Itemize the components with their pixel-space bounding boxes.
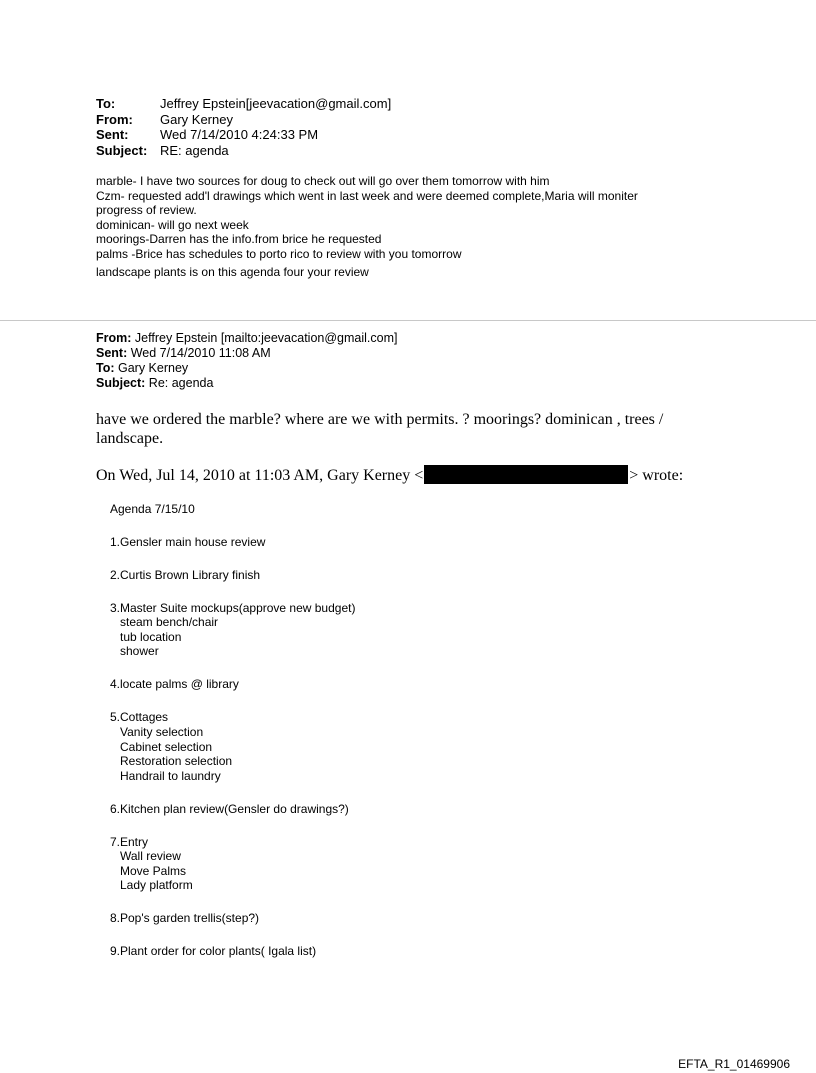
orig-subject-label: Subject: [96,376,146,390]
redaction-bar [424,465,628,484]
agenda-subitem: Wall review [120,849,181,864]
agenda-item [110,710,355,783]
agenda-item-head: 1.Gensler main house review [110,534,266,549]
orig-from-value: Jeffrey Epstein [mailto:jeevacation@gmail.com] [134,331,398,345]
orig-from-label: From: [96,331,132,345]
agenda [110,502,355,977]
quote-intro-after: > wrote: [629,467,684,484]
subject-value: RE: agenda [160,142,229,158]
reply-body [96,174,696,279]
agenda-item-head: 2.Curtis Brown Library finish [110,567,261,582]
to-label: To: [96,96,116,111]
agenda-item [110,601,355,659]
agenda-item-head: 4.locate palms @ library [110,677,239,692]
agenda-subitem: Cabinet selection [120,739,213,754]
agenda-item-head: 6.Kitchen plan review(Gensler do drawings?) [110,801,349,816]
agenda-subitem: tub location [120,629,182,644]
sent-label: Sent: [96,127,129,142]
agenda-item-head: 8.Pop's garden trellis(step?) [110,911,260,926]
reply-line: moorings-Darren has the info.from brice he requested [96,232,382,247]
from-label: From: [96,111,133,127]
subject-label: Subject: [96,142,148,158]
orig-to-row [96,361,397,376]
agenda-item-head: 7.Entry [110,834,149,849]
reply-line: progress of review. [96,203,197,218]
agenda-subitem: steam bench/chair [120,615,219,630]
document-id: EFTA_R1_01469906 [678,1057,790,1071]
divider [0,320,816,321]
agenda-subitem: Restoration selection [120,754,233,769]
agenda-item [110,568,355,583]
orig-from-row [96,331,397,346]
agenda-title: Agenda 7/15/10 [110,502,195,516]
sent-value: Wed 7/14/2010 4:24:33 PM [160,127,319,142]
agenda-item-head: 5.Cottages [110,710,169,725]
to-row [96,96,391,112]
orig-sent-row [96,346,397,361]
from-value: Gary Kerney [160,111,233,127]
agenda-item [110,535,355,550]
reply-line: marble- I have two sources for doug to check out will go over them tomorrow with him [96,174,550,188]
orig-to-value: Gary Kerney [118,361,189,375]
reply-line: dominican- will go next week [96,217,249,232]
agenda-item [110,802,355,817]
agenda-subitem: shower [120,644,159,659]
quote-intro-before: On Wed, Jul 14, 2010 at 11:03 AM, Gary Kerney < [96,467,424,484]
agenda-subitem: Vanity selection [120,724,204,739]
agenda-item [110,944,355,959]
quote-intro [96,465,683,485]
agenda-item [110,835,355,893]
sent-row [96,127,391,143]
from-row [96,112,391,128]
subject-row [96,143,391,159]
agenda-subitem: Handrail to laundry [120,768,221,783]
agenda-item [110,911,355,926]
agenda-item-head: 3.Master Suite mockups(approve new budget) [110,600,356,615]
reply-line: landscape plants is on this agenda four your review [96,264,369,279]
original-message: have we ordered the marble? where are we with permits. ? moorings? dominican , trees / landscape. [96,411,664,447]
agenda-item [110,677,355,692]
agenda-subitem: Lady platform [120,878,193,893]
orig-sent-value: Wed 7/14/2010 11:08 AM [130,346,271,360]
reply-line: palms -Brice has schedules to porto rico to review with you tomorrow [96,246,462,261]
reply-line: Czm- requested add'l drawings which went in last week and were deemed complete,Maria will moniter [96,188,638,203]
to-value: Jeffrey Epstein[jeevacation@gmail.com] [160,96,392,111]
reply-header [96,96,391,158]
agenda-subitem: Move Palms [120,863,187,878]
original-header [96,331,397,391]
orig-sent-label: Sent: [96,346,128,360]
orig-subject-value: Re: agenda [148,376,214,390]
orig-subject-row [96,376,397,391]
orig-to-label: To: [96,361,115,375]
agenda-item-head: 9.Plant order for color plants( Igala list) [110,944,317,959]
